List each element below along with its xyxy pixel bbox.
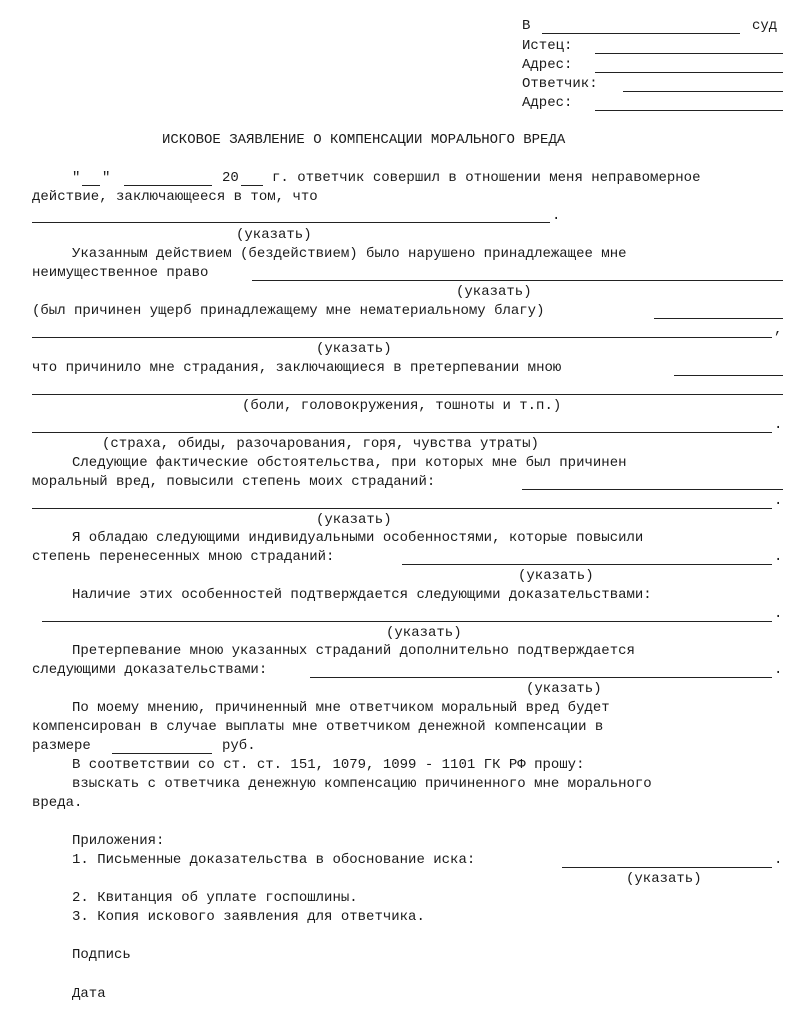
p2-line1: Указанным действием (бездействием) было нарушено принадлежащее мне (72, 246, 627, 262)
defendant-address-blank (595, 110, 783, 111)
p9-line2: компенсирован в случае выплаты мне ответчиком денежной компенсации в (32, 719, 604, 735)
p9-currency: руб. (222, 738, 256, 754)
p5-circumstances-blank (522, 489, 783, 490)
hint-specify-4: (указать) (316, 512, 392, 528)
hint-specify-6: (указать) (386, 625, 462, 641)
p3-comma: , (774, 322, 783, 338)
attachment-item-2: 2. Квитанция об уплате госпошлины. (72, 890, 358, 906)
date-quote-close: " (102, 170, 111, 186)
p2-right-blank (252, 280, 783, 281)
p10-line3: вреда. (32, 795, 83, 811)
p6-features-blank (402, 564, 772, 565)
attachments-heading: Приложения: (72, 833, 165, 849)
hint-fear: (страха, обиды, разочарования, горя, чувства утраты) (102, 436, 539, 452)
plaintiff-address-label: Адрес: (522, 57, 573, 73)
attachment-item-1-dot: . (774, 852, 783, 868)
p2-line2: неимущественное право (32, 265, 209, 281)
hint-specify-8: (указать) (626, 871, 702, 887)
hint-specify-3: (указать) (316, 341, 392, 357)
p4-suffering-blank (674, 375, 783, 376)
court-suffix: суд (752, 18, 778, 34)
p3-line1: (был причинен ущерб принадлежащему мне нематериальному благу) (32, 303, 545, 319)
hint-pain: (боли, головокружения, тошноты и т.п.) (242, 398, 562, 414)
p8-line1: Претерпевание мною указанных страданий дополнительно подтверждается (72, 643, 635, 659)
p9-amount-blank (112, 753, 212, 754)
p6-line1: Я обладаю следующими индивидуальными особенностями, которые повысили (72, 530, 644, 546)
p9-amount-label: размере (32, 738, 91, 754)
p10-line1: В соответствии со ст. ст. 151, 1079, 1099 - 1101 ГК РФ прошу: (72, 757, 585, 773)
defendant-label: Ответчик: (522, 76, 598, 92)
signature-label: Подпись (72, 947, 131, 963)
p10-line2: взыскать с ответчика денежную компенсацию причиненного мне морального (72, 776, 652, 792)
defendant-blank (623, 91, 783, 92)
p8-dot: . (774, 662, 783, 678)
p1-line2: действие, заключающееся в том, что (32, 189, 318, 205)
defendant-address-label: Адрес: (522, 95, 573, 111)
p9-line1: По моему мнению, причиненный мне ответчиком моральный вред будет (72, 700, 610, 716)
p1-act-blank (32, 222, 550, 223)
p8-line2: следующими доказательствами: (32, 662, 268, 678)
date-day-blank (82, 185, 100, 186)
court-prefix: В (522, 18, 531, 34)
p3-benefit-blank (654, 318, 783, 319)
p5-dot: . (774, 493, 783, 509)
p7-dot: . (774, 606, 783, 622)
p6-dot: . (774, 549, 783, 565)
p4-suffering-blank-2 (32, 394, 783, 395)
p1-line1: г. ответчик совершил в отношении меня неправомерное (272, 170, 701, 186)
plaintiff-address-blank (595, 72, 783, 73)
p7-line1: Наличие этих особенностей подтверждается следующими доказательствами: (72, 587, 652, 603)
p5-line1: Следующие фактические обстоятельства, при которых мне был причинен (72, 455, 627, 471)
date-label: Дата (72, 986, 106, 1002)
p5-circumstances-blank-2 (32, 508, 772, 509)
p1-dot: . (552, 208, 561, 224)
p4-line1: что причинило мне страдания, заключающиеся в претерпевании мною (32, 360, 562, 376)
p7-evidence-blank (42, 621, 772, 622)
attachment-item-1: 1. Письменные доказательства в обоснование иска: (72, 852, 476, 868)
date-year: 20 (222, 170, 239, 186)
p4-suffering-blank-3 (32, 432, 772, 433)
date-year-blank (241, 185, 263, 186)
p8-evidence-blank (310, 677, 772, 678)
p5-line2: моральный вред, повысили степень моих страданий: (32, 474, 436, 490)
date-month-blank (124, 185, 212, 186)
attachment-item-1-blank (562, 867, 772, 868)
plaintiff-blank (595, 53, 783, 54)
attachment-item-3: 3. Копия искового заявления для ответчика. (72, 909, 425, 925)
p3-benefit-blank-2 (32, 337, 772, 338)
document-title: ИСКОВОЕ ЗАЯВЛЕНИЕ О КОМПЕНСАЦИИ МОРАЛЬНОГО ВРЕДА (162, 132, 566, 148)
plaintiff-label: Истец: (522, 38, 573, 54)
hint-specify-7: (указать) (526, 681, 602, 697)
hint-specify-1: (указать) (236, 227, 312, 243)
p6-line2: степень перенесенных мною страданий: (32, 549, 335, 565)
hint-specify-5: (указать) (518, 568, 594, 584)
court-name-blank (542, 33, 740, 34)
date-quote-open: " (72, 170, 81, 186)
hint-specify-2: (указать) (456, 284, 532, 300)
p4-dot: . (774, 417, 783, 433)
